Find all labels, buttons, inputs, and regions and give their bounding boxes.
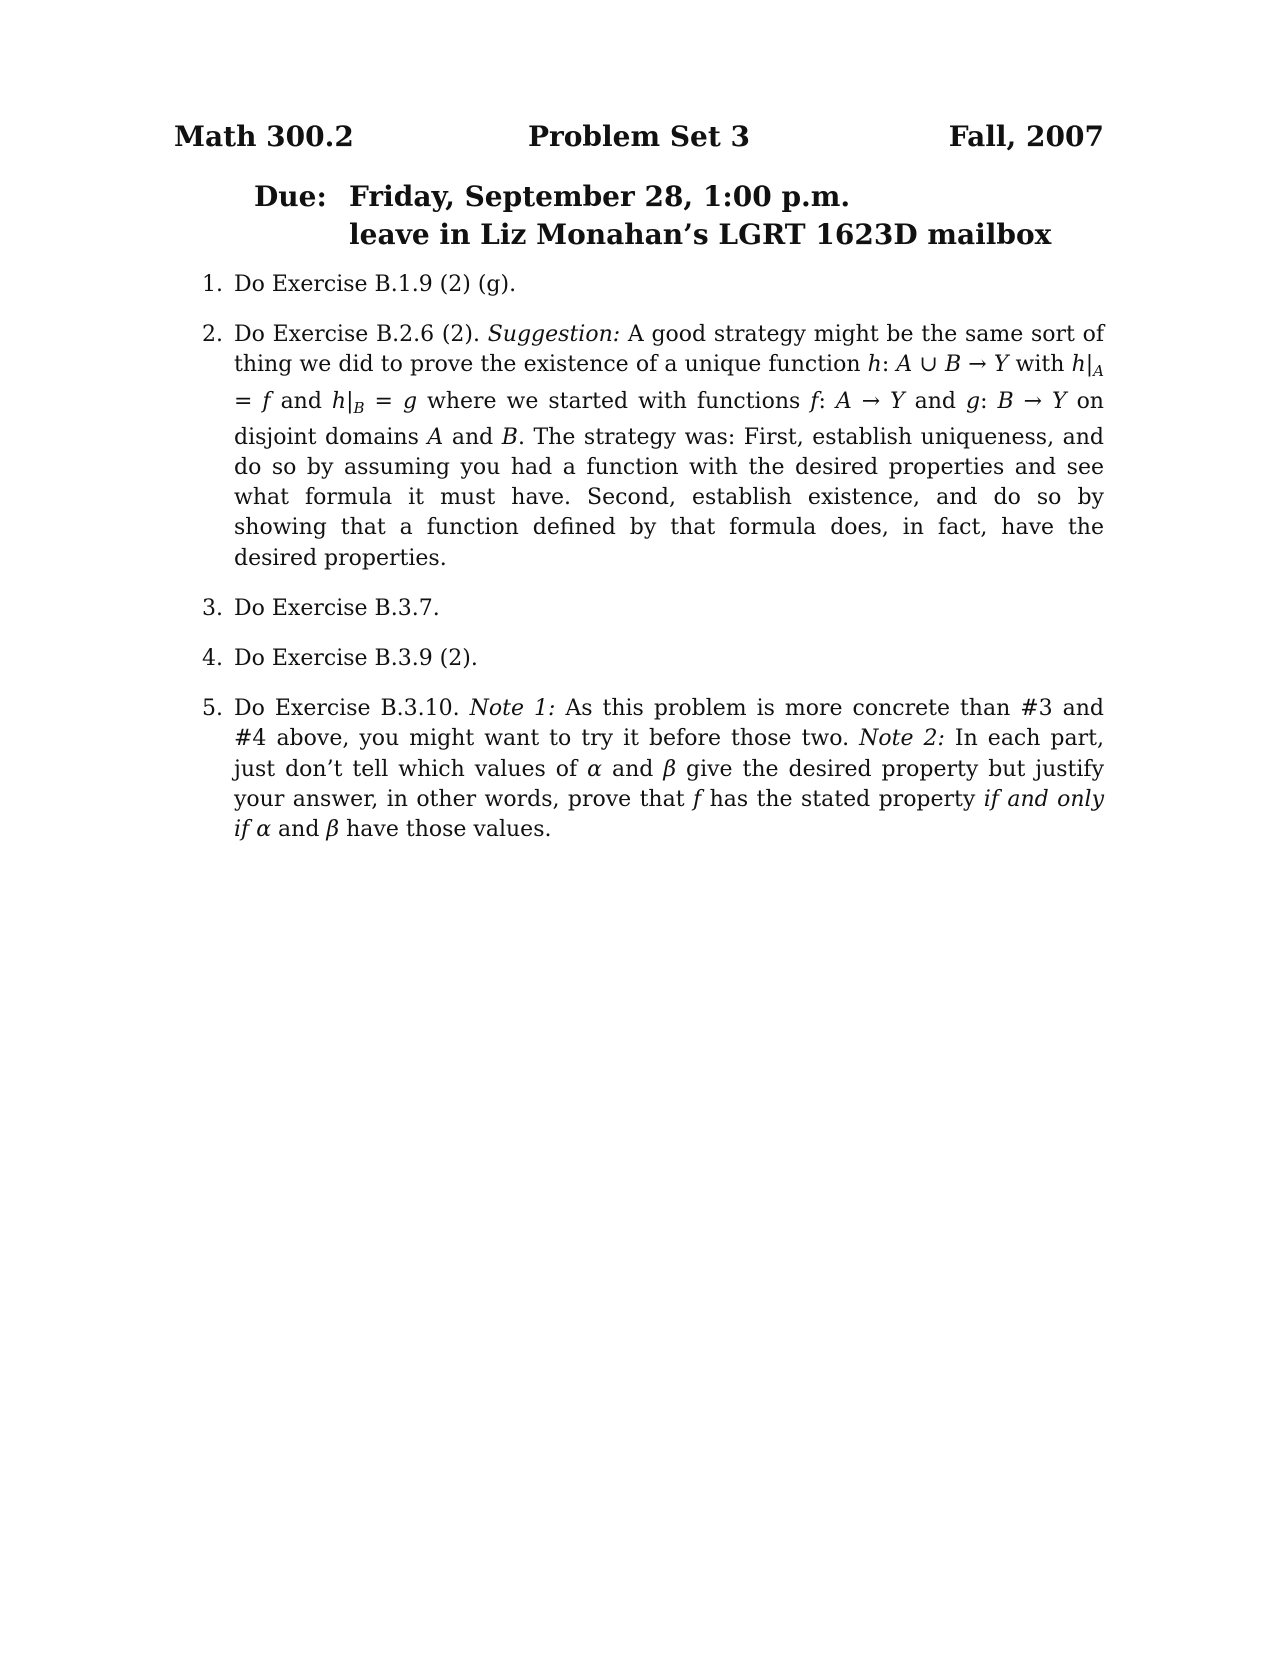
math-alpha: α xyxy=(256,817,272,843)
math-expression: h xyxy=(1071,352,1086,378)
problem-1 xyxy=(202,270,1104,300)
problem-number: 3. xyxy=(202,595,223,621)
math-beta: β xyxy=(326,817,340,843)
math-alpha: α xyxy=(587,756,602,782)
problem-number: 1. xyxy=(202,272,223,297)
problem-text: In each part, just don’t tell which values of xyxy=(234,726,1104,782)
problem-text: and xyxy=(278,817,320,843)
problem-text: and xyxy=(451,424,494,450)
problem-set-title: Problem Set 3 xyxy=(527,120,751,153)
math-expression: h xyxy=(867,352,882,378)
problem-text: A good strategy might be the same sort of thing we did to prove the existence of a unique function xyxy=(234,322,1104,378)
math-beta: β xyxy=(663,756,677,782)
suggestion-label: Suggestion: xyxy=(487,322,621,348)
problem-text: and xyxy=(914,388,957,414)
problem-list xyxy=(202,270,1104,865)
problem-text: Do Exercise B.3.7. xyxy=(234,595,440,621)
problem-text: and xyxy=(611,756,654,782)
term: Fall, 2007 xyxy=(948,120,1104,153)
math-expression: B xyxy=(501,424,518,450)
due-lines xyxy=(349,178,1051,254)
problem-text: The strategy was: First, establish uniqueness, and do so by assuming you had a function with the desired properties and see what formula it must have. Second, establish existence, and do so by showing that a function defined by that formula does, in fact, have the desired properties. xyxy=(234,424,1104,571)
problem-text: on disjoint domains xyxy=(234,388,1104,450)
problem-text: Do Exercise B.3.9 (2). xyxy=(234,646,478,672)
problem-text: and xyxy=(280,388,322,414)
iff-phrase: if and only if xyxy=(234,786,1104,843)
problem-text: with xyxy=(1015,352,1065,378)
document-header xyxy=(174,120,1104,160)
problem-number: 2. xyxy=(202,322,223,348)
problem-text: have those values. xyxy=(346,817,552,843)
course-name: Math 300.2 xyxy=(174,120,354,153)
problem-number: 4. xyxy=(202,646,223,672)
problem-text: give the desired property but justify your answer, in other words, prove that xyxy=(234,756,1105,812)
math-expression: g xyxy=(966,388,981,414)
math-expression: h xyxy=(331,388,347,414)
problem-2: 2. Do Exercise B.2.6 (2). Suggestion: A good strategy might be the same sort of thing we did to prove the existence of a unique function h: A ∪ B → Y with $h|_A = f$ and $h|_B = g$ where we started with functions f: A → Y and g: B → Y on disjoint domains A and B. The strategy was: First, establish uniqueness, and do so by assuming you had a function with the desired properties and see what formula it must have. Second, establish existence, and do so by showing that a function defined by that formula does, in fact, have the desired properties. xyxy=(202,322,1105,571)
due-label: Due: xyxy=(254,180,327,213)
problem-number: 5. xyxy=(202,696,223,722)
problem-lead: Do Exercise B.2.6 (2). xyxy=(234,322,481,348)
problem-lead: Do Exercise B.3.10. xyxy=(234,696,460,722)
note-1-label: Note 1: xyxy=(469,696,556,722)
problem-text: where we started with functions xyxy=(427,388,801,414)
due-location: leave in Liz Monahan’s LGRT 1623D mailbox xyxy=(349,218,1052,251)
math-f: f xyxy=(692,786,702,812)
problem-3 xyxy=(202,594,1104,624)
problem-text: has the stated property xyxy=(709,786,976,812)
math-expression: A xyxy=(427,424,444,450)
problem-text: As this problem is more concrete than #3 and #4 above, you might want to try it before those two. xyxy=(234,696,1105,752)
problem-5 xyxy=(202,694,1104,845)
note-2-label: Note 2: xyxy=(859,726,945,752)
problem-text: Do Exercise B.1.9 (2) (g). xyxy=(234,272,517,297)
problem-4 xyxy=(202,644,1104,674)
math-expression: f xyxy=(810,388,819,414)
due-date: Friday, September 28, 1:00 p.m. xyxy=(349,180,851,213)
